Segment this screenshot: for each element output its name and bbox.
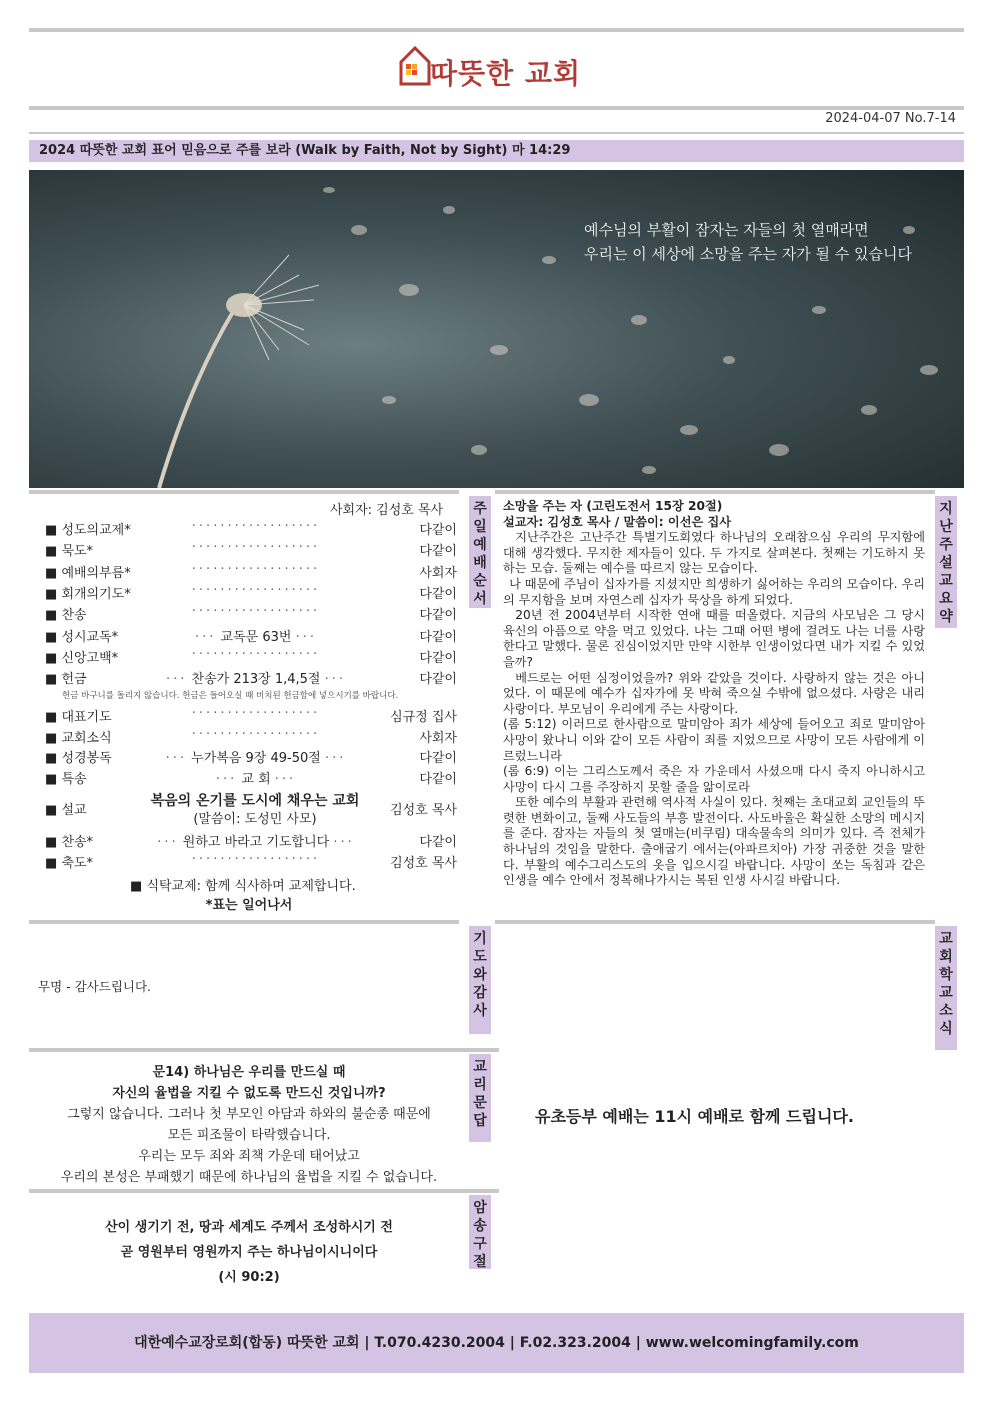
hero-caption	[584, 218, 912, 266]
leader-dots: ···	[194, 629, 217, 645]
worship-item-text: 성도의교제*	[61, 523, 131, 538]
leader-dots: ···	[324, 672, 347, 688]
worship-item-label	[45, 768, 87, 787]
leader-dots: ···	[274, 772, 297, 788]
worship-item-text: 찬송*	[61, 835, 94, 850]
worship-item-text: 신앙고백*	[61, 650, 119, 666]
memory-verse	[30, 1215, 468, 1290]
bullet: ■	[45, 586, 58, 602]
bullet: ■	[45, 710, 58, 725]
prayer-text: 무명 - 감사드립니다.	[38, 979, 152, 994]
leader-dots: ···	[157, 835, 179, 850]
worship-item-detail	[145, 747, 367, 766]
standing-note: *표는 일어나서	[205, 898, 293, 913]
house-logo-icon	[398, 44, 432, 86]
worship-item-label	[45, 647, 118, 666]
bullet: ■	[45, 772, 58, 788]
worship-item-leader: 다같이	[419, 586, 457, 602]
bullet: ■	[45, 803, 58, 818]
worship-item-label	[45, 727, 112, 746]
worship-item-text: 헌금	[61, 672, 87, 688]
catechism-content	[30, 1062, 468, 1188]
summary-paragraph: 베드로는 어떤 심정이었을까? 위와 같았을 것이다. 사랑하지 않는 것은 아니었다. 이 때문에 예수가 십자가에 못 박혀 죽으실 수밖에 없으셨다. 사랑은 내리사랑이다. 부모님이 우리에게 주는 사랑이다.	[503, 670, 925, 716]
worship-item-text: 예배의부름*	[61, 565, 131, 581]
hero-line-1: 예수님의 부활이 잠자는 자들의 첫 열매라면	[584, 221, 869, 239]
worship-item-text: 대표기도	[61, 710, 112, 725]
worship-item-label	[45, 583, 131, 602]
worship-row	[45, 626, 457, 646]
bullet: ■	[45, 650, 58, 666]
worship-item-label	[45, 519, 131, 538]
catechism-answer-3: 우리는 모두 죄와 죄책 가운데 태어났고	[138, 1149, 360, 1164]
worship-item-text: 교회소식	[61, 730, 112, 746]
catechism-question-1: 문14) 하나님은 우리를 만드실 때	[152, 1065, 346, 1080]
catechism-answer-2: 모든 피조물이 타락했습니다.	[167, 1128, 331, 1143]
worship-item-leader: 다같이	[419, 650, 457, 666]
summary-paragraph: 나 때문에 주님이 십자가를 지셨지만 희생하기 싫어하는 우리의 모습이다. 우리의 무지함을 보며 자연스레 십자가 묵상을 하게 되었다.	[503, 576, 925, 607]
sermon-title: 복음의 온기를 도시에 채우는 교회	[150, 793, 360, 809]
news-text: 유초등부 예배는 11시 예배로 함께 드립니다.	[535, 1107, 854, 1126]
bullet: ■	[45, 629, 58, 645]
prayer-tab: 기도와감사	[469, 926, 491, 1034]
worship-item-leader: 다같이	[419, 672, 457, 688]
worship-row	[45, 519, 457, 539]
leader-dots: ···	[215, 772, 238, 788]
hero-line-2: 우리는 이 세상에 소망을 주는 자가 될 수 있습니다	[584, 245, 912, 263]
worship-row	[45, 727, 457, 747]
bullet: ■	[45, 544, 58, 560]
hero-image	[29, 170, 964, 488]
worship-item-label	[45, 540, 93, 559]
church-title: 따뜻한 교회	[430, 57, 581, 90]
bullet: ■	[45, 730, 58, 746]
worship-row	[45, 706, 457, 726]
worship-item-leader: 다같이	[419, 544, 457, 560]
sermon-summary	[503, 499, 925, 889]
worship-item-leader: 다같이	[419, 629, 457, 645]
worship-item-detail	[145, 626, 367, 645]
summary-paragraph: (롬 6:9) 이는 그리스도께서 죽은 자 가운데서 사셨으매 다시 죽지 아니하시고 사망이 다시 그를 주장하지 못할 줄을 앎이로라	[503, 764, 925, 794]
worship-item-detail	[145, 768, 367, 787]
worship-item-detail-text: 찬송가 213장 1,4,5절	[191, 672, 321, 688]
worship-item-text: 특송	[61, 772, 87, 788]
leader-dots: ···	[324, 751, 347, 767]
bullet: ■	[45, 565, 58, 581]
memory-reference: (시 90:2)	[218, 1270, 280, 1285]
worship-item-leader: 다같이	[419, 751, 457, 767]
bullet: ■	[130, 879, 143, 894]
summary-preacher: 설교자: 김성호 목사 / 말씀이: 이선은 집사	[503, 514, 732, 529]
bullet: ■	[45, 835, 58, 850]
leader-dots: ··················	[191, 561, 321, 577]
issue-date: 2024-04-07 No.7-14	[825, 111, 956, 126]
catechism-answer-1: 그렇지 않습니다. 그러나 첫 부모인 아담과 하와의 불순종 때문에	[67, 1107, 431, 1122]
worship-item-detail-text: 교 회	[241, 772, 271, 788]
news-rule	[495, 920, 935, 924]
sermon-preacher: 김성호 목사	[390, 803, 457, 818]
worship-row	[45, 604, 457, 624]
worship-item-label	[45, 668, 87, 687]
worship-order-tab: 주일예배순서	[469, 496, 491, 608]
leader-dots: ··················	[191, 646, 321, 662]
sermon-label	[45, 799, 87, 818]
news-tab: 교회학교소식	[935, 926, 957, 1050]
worship-item-detail-text: 누가복음 9장 49-50절	[191, 751, 321, 767]
worship-item-text: 성경봉독	[61, 751, 112, 767]
worship-item-text: 성시교독*	[61, 629, 119, 645]
sermon-speaker: (말씀이: 도성민 사모)	[193, 812, 317, 827]
worship-item-leader: 다같이	[419, 835, 457, 850]
worship-item-leader: 다같이	[419, 772, 457, 788]
worship-row	[45, 583, 457, 603]
worship-row	[45, 831, 457, 851]
worship-item-leader: 사회자	[419, 565, 457, 581]
offering-note: 헌금 바구니를 돌리지 않습니다. 헌금은 들어오실 때 비치된 헌금함에 넣으시기를 바랍니다.	[62, 691, 399, 701]
leader-dots: ··················	[191, 852, 321, 867]
leader-dots: ··················	[191, 540, 321, 556]
bullet: ■	[45, 523, 58, 538]
bullet: ■	[45, 856, 58, 871]
worship-item-detail	[145, 831, 367, 850]
worship-item-text: 회개의기도*	[61, 586, 131, 602]
meal-note	[130, 875, 356, 894]
leader-dots: ···	[333, 835, 355, 850]
memory-line-2: 곧 영원부터 영원까지 주는 하나님이시니이다	[120, 1245, 378, 1260]
summary-title: 소망을 주는 자 (고린도전서 15장 20절)	[503, 499, 723, 513]
leader-dots: ··················	[191, 706, 321, 721]
worship-item-label	[45, 747, 112, 766]
sermon-summary-tab: 지난주설교요약	[935, 496, 957, 628]
leader-dots: ···	[165, 751, 188, 767]
worship-item-leader: 김성호 목사	[390, 856, 457, 871]
worship-row	[45, 647, 457, 667]
memory-verse-tab: 암송구절	[469, 1195, 491, 1269]
worship-item-text: 찬송	[61, 608, 87, 624]
worship-row	[45, 747, 457, 767]
date-rule	[29, 132, 964, 134]
leader-dots: ···	[295, 629, 317, 645]
footer: 대한예수교장로회(합동) 따뜻한 교회 | T.070.4230.2004 | F.02.323.2004 | www.welcomingfamily.com	[29, 1313, 964, 1373]
worship-item-detail	[145, 668, 367, 687]
memory-line-1: 산이 생기기 전, 땅과 세계도 주께서 조성하시기 전	[105, 1220, 393, 1235]
presider: 사회자: 김성호 목사	[330, 503, 444, 518]
worship-item-label	[45, 831, 93, 850]
worship-item-leader: 다같이	[419, 608, 457, 624]
worship-item-text: 축도*	[61, 856, 94, 871]
worship-item-leader: 심규정 집사	[390, 710, 457, 725]
catechism-tab: 교리문답	[469, 1054, 491, 1142]
meal-text: 식탁교제: 함께 식사하며 교제합니다.	[146, 879, 356, 894]
summary-paragraph: (롬 5:12) 이러므로 한사람으로 말미암아 죄가 세상에 들어오고 죄로 말미암아 사망이 왔나니 이와 같이 모든 사람이 죄를 지었으므로 사망이 모든 사람에게 이르렀느니라	[503, 717, 925, 763]
worship-item-label	[45, 604, 87, 623]
leader-dots: ··················	[191, 519, 321, 534]
summary-rule	[495, 490, 935, 494]
worship-item-label	[45, 706, 112, 725]
leader-dots: ···	[165, 672, 188, 688]
prayer-rule	[29, 920, 459, 924]
bullet: ■	[45, 608, 58, 624]
top-rule	[29, 28, 964, 32]
summary-paragraph: 또한 예수의 부활과 관련해 역사적 사실이 있다. 첫째는 초대교회 교인들의 뚜렷한 변화이고, 둘째 사도들의 부흥 발전이다. 사도바울은 확실한 소망의 메시지를 준다. 잠자는 자들의 첫 열매는(비쿠림) 대속물속의 의미가 있다. 즉 전체가 하나님의 것임을 말한다. 출애굽기 에서는(아파르치아) 가장 귀중한 것을 말한다. 부활의 예수그리스도의 옷을 입으시길 바랍니다. 사망이 쏘는 독침과 같은 인생을 예수 안에서 정복해나가시는 복된 인생 사시길 바랍니다.	[503, 795, 925, 888]
worship-rule	[29, 490, 459, 494]
catechism-question-2: 자신의 율법을 지킬 수 없도록 만드신 것입니까?	[112, 1086, 386, 1101]
year-theme: 2024 따뜻한 교회 표어 믿음으로 주를 보라 (Walk by Faith, Not by Sight) 마 14:29	[29, 140, 964, 162]
summary-paragraph: 지난주간은 고난주간 특별기도회였다 하나님의 오래참으심 우리의 무지함에 대해 생각했다. 무지한 제자들이 있다. 두 가지로 살펴본다. 첫째는 기도하지 못하는 모습. 둘째는 예수를 따르지 않는 모습이다.	[503, 530, 925, 576]
worship-row	[45, 562, 457, 582]
worship-item-label	[45, 852, 93, 871]
sermon-label-text: 설교	[61, 803, 87, 818]
worship-row	[45, 768, 457, 788]
worship-item-label	[45, 562, 131, 581]
summary-paragraph: 20년 전 2004년부터 시작한 연애 때를 떠올렸다. 지금의 사모님은 그 당시 육신의 아픔으로 약을 먹고 있었다. 나는 그때 어떤 병에 걸려도 나는 너를 사랑한다고 말했다. 물론 진심이었지만 만약 시한부 인생이었다면 내가 지킬 수 있었을까?	[503, 608, 925, 669]
worship-item-text: 묵도*	[61, 544, 94, 560]
leader-dots: ··················	[191, 726, 321, 742]
leader-dots: ··················	[191, 604, 321, 620]
bullet: ■	[45, 672, 58, 688]
worship-row	[45, 852, 457, 872]
bullet: ■	[45, 751, 58, 767]
worship-row	[45, 540, 457, 560]
worship-item-label	[45, 626, 118, 645]
worship-item-detail-text: 원하고 바라고 기도합니다	[182, 835, 330, 850]
memory-rule	[29, 1189, 499, 1193]
worship-row	[45, 668, 457, 688]
worship-item-leader: 사회자	[419, 730, 457, 746]
header-rule	[29, 106, 964, 110]
catechism-rule	[29, 1048, 499, 1052]
leader-dots: ··················	[191, 582, 321, 598]
worship-item-detail-text: 교독문 63번	[220, 629, 292, 645]
worship-item-leader: 다같이	[419, 523, 457, 538]
catechism-answer-4: 우리의 본성은 부패했기 때문에 하나님의 율법을 지킬 수 없습니다.	[60, 1170, 438, 1185]
